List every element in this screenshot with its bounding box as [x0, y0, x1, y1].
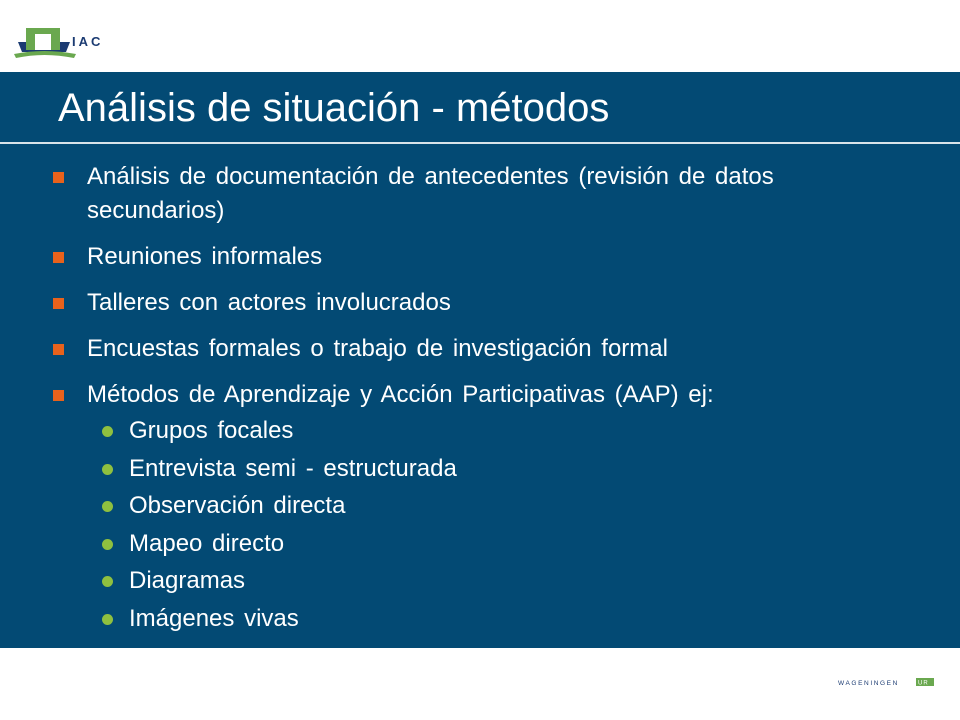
bullet-item [52, 286, 902, 320]
bullet-item [52, 378, 902, 637]
bullet-text: Reuniones informales [87, 243, 323, 270]
sub-bullet-item [87, 450, 902, 488]
bullet-item [52, 160, 902, 228]
round-bullet-icon [102, 426, 113, 437]
sub-bullet-text: Diagramas [129, 567, 246, 594]
sub-bullet-text: Mapeo directo [129, 529, 285, 557]
slide-title: Análisis de situación - métodos [58, 86, 610, 130]
iac-logo [12, 22, 122, 64]
svg-text:UR: UR [918, 680, 929, 687]
square-bullet-icon [53, 252, 64, 263]
bullet-text: Encuestas formales o trabajo de investigación formal [87, 335, 668, 362]
slide-panel [0, 72, 960, 648]
bullet-text: Métodos de Aprendizaje y Acción Participativas (AAP) ej: [87, 381, 714, 408]
sub-bullet-item [87, 412, 902, 450]
bullet-item [52, 240, 902, 274]
sub-bullet-list [87, 412, 902, 637]
square-bullet-icon [53, 390, 64, 401]
round-bullet-icon [102, 464, 113, 475]
title-divider [0, 142, 960, 144]
bullet-text: Talleres con actores involucrados [87, 289, 451, 316]
round-bullet-icon [102, 539, 113, 550]
svg-text:WAGENINGEN: WAGENINGEN [838, 680, 899, 687]
square-bullet-icon [53, 298, 64, 309]
logo-text: IAC [72, 34, 104, 49]
sub-bullet-text: Grupos focales [129, 417, 294, 444]
square-bullet-icon [53, 172, 64, 183]
sub-bullet-item [87, 525, 902, 563]
sub-bullet-item [87, 562, 902, 600]
bullet-list [52, 160, 902, 649]
round-bullet-icon [102, 501, 113, 512]
bullet-item [52, 332, 902, 366]
sub-bullet-text: Entrevista semi - estructurada [129, 454, 457, 482]
round-bullet-icon [102, 576, 113, 587]
bullet-text: Análisis de documentación de antecedentes (revisión de datos secundarios) [87, 163, 774, 224]
sub-bullet-text: Observación directa [129, 492, 346, 519]
wageningen-ur-logo [838, 675, 938, 689]
round-bullet-icon [102, 614, 113, 625]
sub-bullet-text: Imágenes vivas [129, 604, 299, 632]
sub-bullet-item [87, 600, 902, 638]
square-bullet-icon [53, 344, 64, 355]
sub-bullet-item [87, 487, 902, 525]
